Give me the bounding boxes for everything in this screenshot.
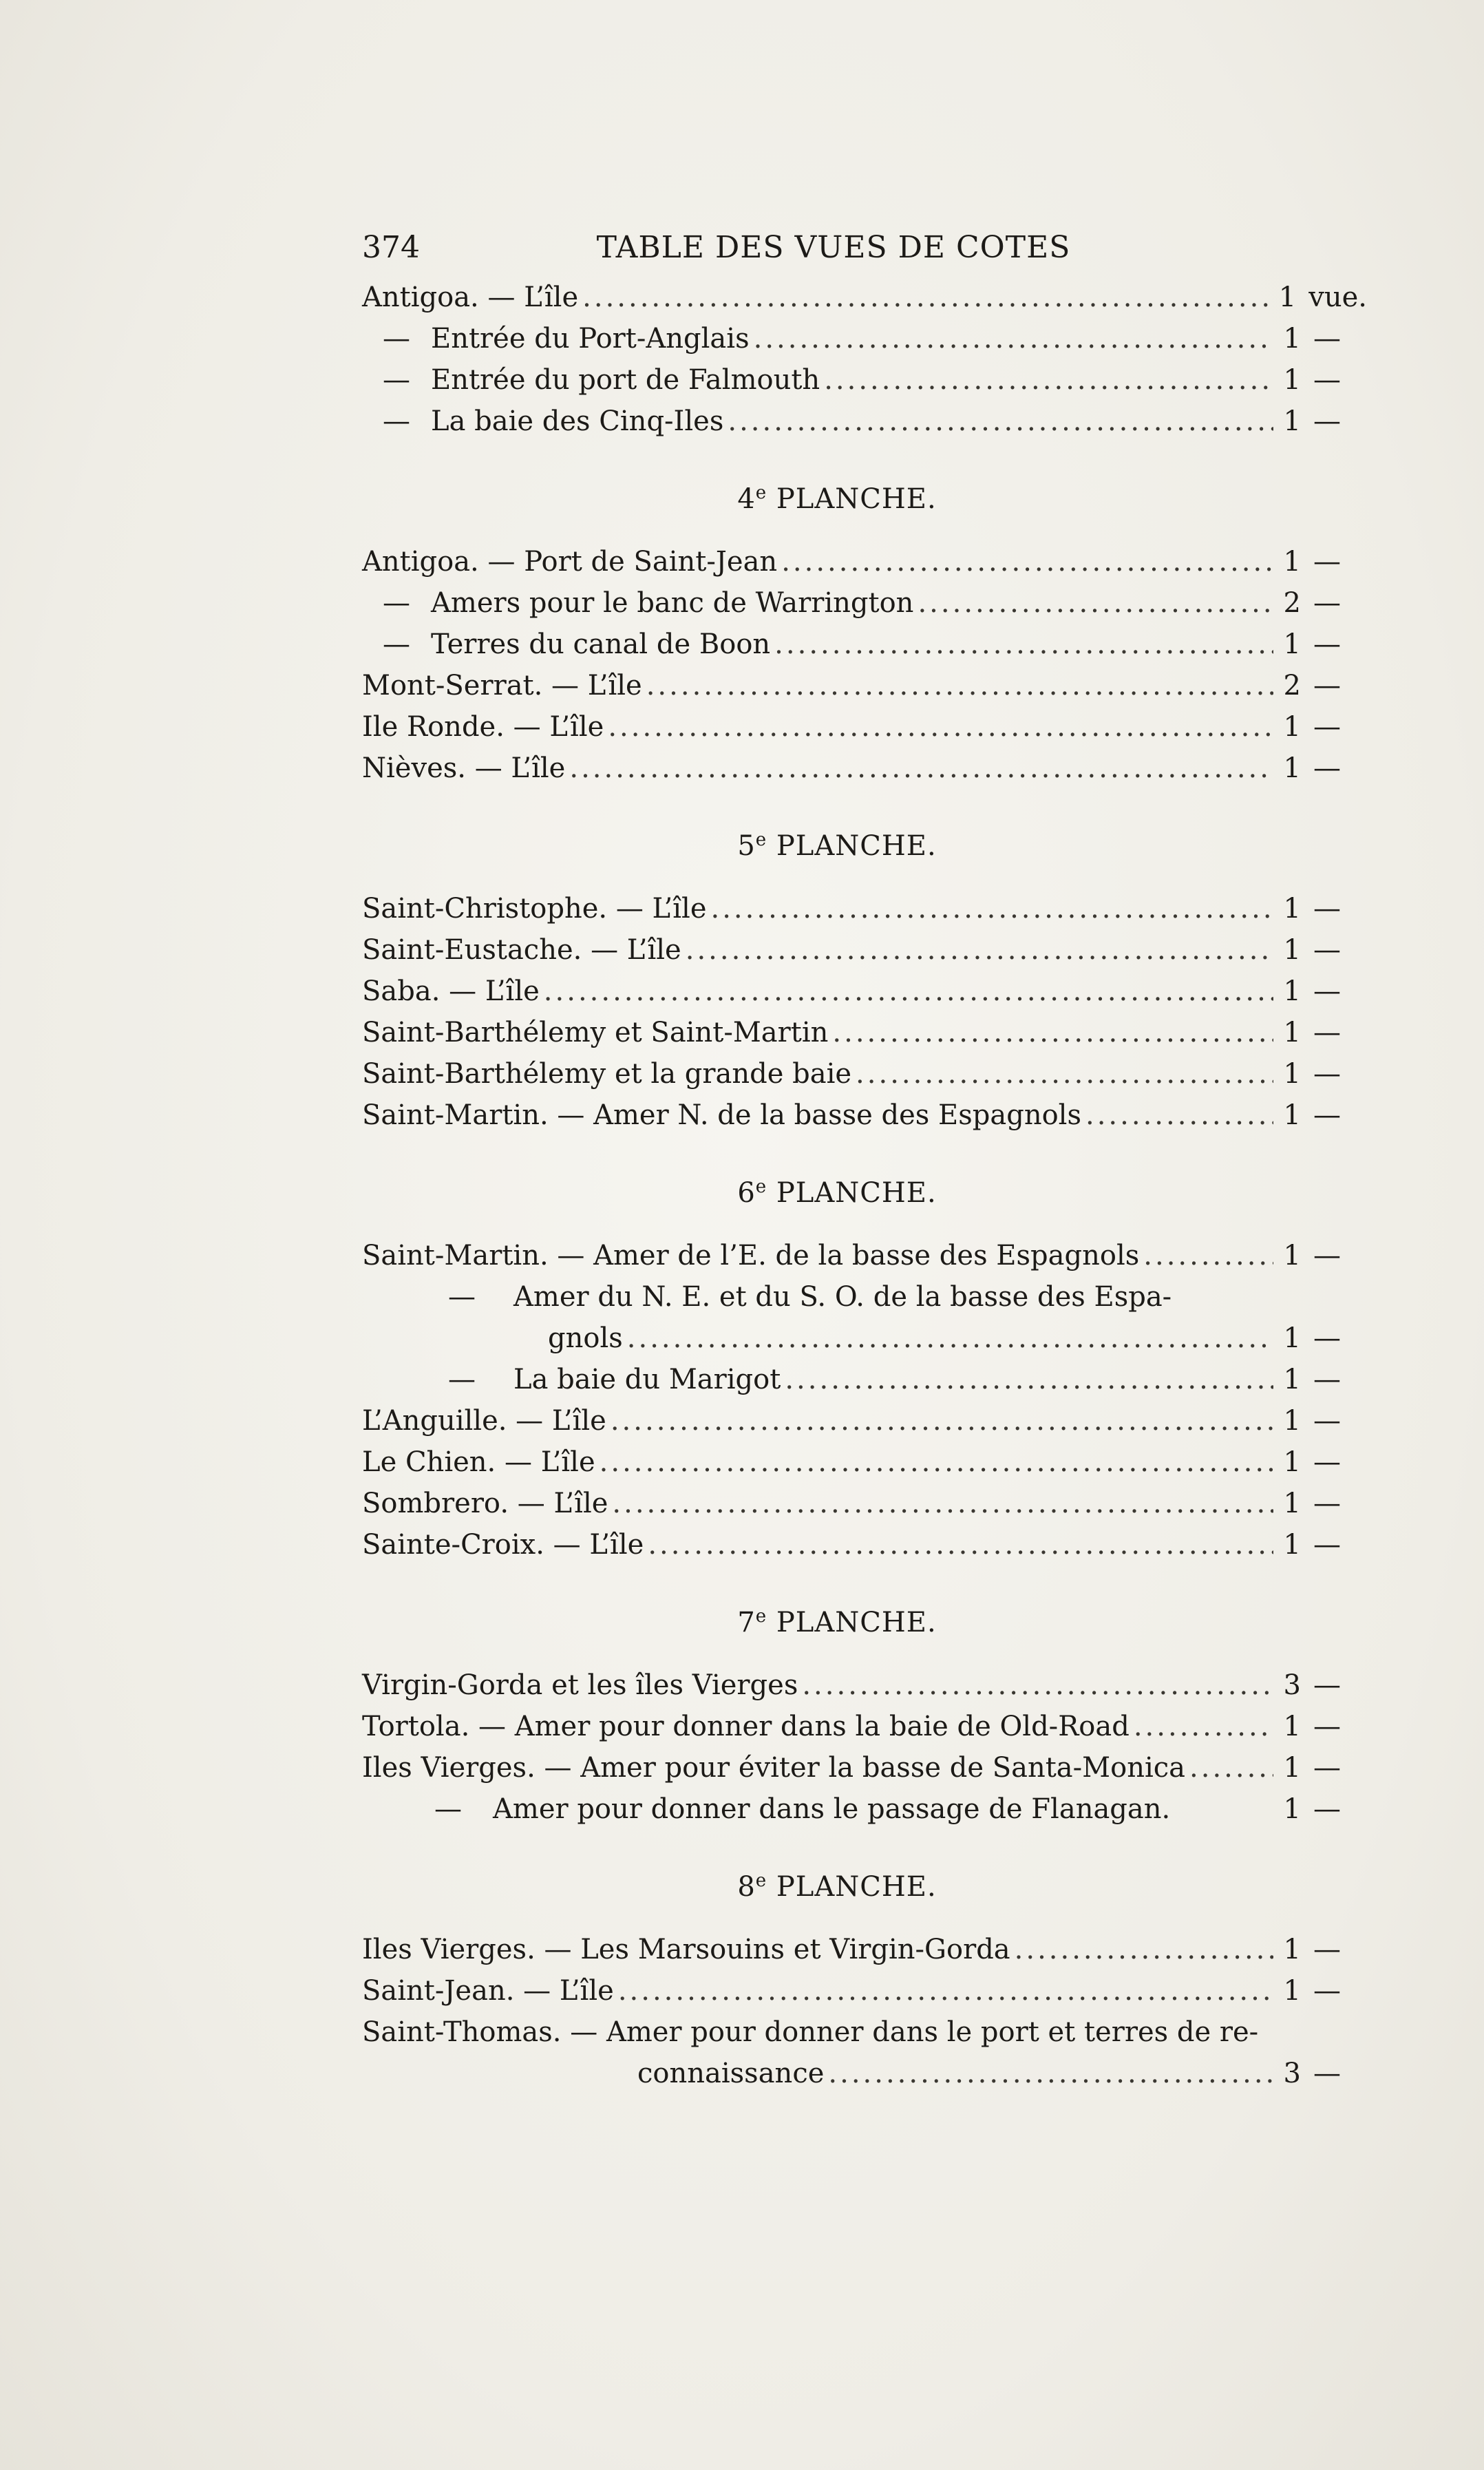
view-count: 1	[1283, 1975, 1301, 2007]
view-unit: —	[1313, 1793, 1341, 1825]
table-row	[362, 359, 1367, 401]
view-count: 1	[1283, 1322, 1301, 1354]
view-unit: vue.	[1308, 282, 1367, 313]
view-unit: —	[1313, 364, 1341, 396]
leader-dots	[728, 401, 1273, 442]
table-row	[362, 1929, 1367, 1970]
entry-text: Saint-Christophe. — L’île	[362, 893, 707, 925]
table-row	[362, 1012, 1367, 1053]
leader-dots	[1015, 1929, 1273, 1970]
leader-dots	[686, 929, 1273, 971]
view-count: 2	[1283, 587, 1301, 619]
planche-label: PLANCHE.	[767, 1607, 937, 1638]
leader-dots	[544, 971, 1273, 1012]
view-count: 1	[1283, 1752, 1301, 1784]
view-unit: —	[1313, 587, 1341, 619]
view-count: 1	[1283, 629, 1301, 660]
table-row	[362, 1483, 1367, 1524]
leader-dots	[627, 1318, 1273, 1359]
view-unit: —	[1313, 629, 1341, 660]
page-title: TABLE DES VUES DE COTES	[596, 230, 1071, 265]
planche-heading	[362, 1166, 1367, 1207]
view-count: 1	[1283, 1711, 1301, 1742]
view-unit: —	[1313, 323, 1341, 355]
entry-text: Saint-Barthélemy et Saint-Martin	[362, 1017, 829, 1048]
view-unit: —	[1313, 670, 1341, 701]
entry-text: Antigoa. — L’île	[362, 282, 579, 313]
leader-dots	[600, 1442, 1273, 1483]
view-unit: —	[1313, 1405, 1341, 1437]
view-count: 1	[1283, 975, 1301, 1007]
view-unit: —	[1313, 1364, 1341, 1395]
view-unit: —	[1313, 1752, 1341, 1784]
planche-superscript: e	[755, 1870, 767, 1891]
entry-text-continued: connaissance	[637, 2058, 825, 2089]
view-unit: —	[1313, 1975, 1341, 2007]
view-unit: —	[1313, 1322, 1341, 1354]
table-row	[362, 582, 1367, 624]
entry-text: Saint-Martin. — Amer N. de la basse des Espagnols	[362, 1099, 1081, 1131]
view-count: 1	[1283, 546, 1301, 578]
table-row	[362, 1276, 1367, 1318]
planche-heading	[362, 1596, 1367, 1637]
view-unit: —	[1313, 893, 1341, 925]
ditto-dash: —	[448, 1281, 476, 1313]
entry-groups	[362, 277, 1367, 2094]
planche-number: 8	[737, 1871, 756, 1903]
view-count: 1	[1283, 1488, 1301, 1519]
ditto-dash: —	[434, 1793, 462, 1825]
leader-dots	[711, 888, 1274, 929]
view-count: 1	[1283, 893, 1301, 925]
entry-text: L’Anguille. — L’île	[362, 1405, 606, 1437]
table-row	[362, 1665, 1367, 1706]
entry-text: Saint-Martin. — Amer de l’E. de la basse des Espagnols	[362, 1240, 1140, 1271]
planche-number: 6	[737, 1177, 756, 1209]
entry-text: La baie du Marigot	[513, 1364, 781, 1395]
leader-dots	[1189, 1747, 1273, 1788]
view-count: 1	[1283, 1446, 1301, 1478]
ditto-dash: —	[383, 587, 410, 619]
table-row	[362, 665, 1367, 706]
leader-dots	[785, 1359, 1273, 1400]
view-unit: —	[1313, 546, 1341, 578]
table-row	[362, 1970, 1367, 2012]
view-count: 1	[1283, 1934, 1301, 1965]
entry-text: Antigoa. — Port de Saint-Jean	[362, 546, 778, 578]
table-row	[362, 748, 1367, 789]
view-unit: —	[1313, 1240, 1341, 1271]
view-unit: —	[1313, 405, 1341, 437]
ditto-dash: —	[383, 364, 410, 396]
entry-text: Le Chien. — L’île	[362, 1446, 595, 1478]
table-row	[362, 1706, 1367, 1747]
view-count: 1	[1278, 282, 1297, 313]
entry-text: Terres du canal de Boon	[431, 629, 771, 660]
ditto-dash: —	[448, 1364, 476, 1395]
leader-dots	[648, 1524, 1273, 1565]
view-count: 1	[1283, 1405, 1301, 1437]
planche-heading	[362, 1860, 1367, 1901]
view-unit: —	[1313, 2058, 1341, 2089]
entry-text: Tortola. — Amer pour donner dans la baie de Old-Road	[362, 1711, 1130, 1742]
planche-number: 4	[737, 483, 756, 515]
leader-dots	[618, 1970, 1273, 2012]
view-count: 1	[1283, 323, 1301, 355]
view-unit: —	[1313, 1488, 1341, 1519]
view-count: 1	[1283, 1240, 1301, 1271]
planche-superscript: e	[755, 1606, 767, 1627]
leader-dots	[611, 1400, 1273, 1442]
planche-label: PLANCHE.	[767, 1871, 937, 1903]
view-count: 2	[1283, 670, 1301, 701]
leader-dots	[608, 706, 1273, 748]
planche-heading	[362, 819, 1367, 861]
ditto-dash: —	[383, 629, 410, 660]
leader-dots	[1143, 1235, 1273, 1276]
table-row	[362, 1524, 1367, 1565]
entry-text: Amer pour donner dans le passage de Flanagan.	[493, 1793, 1171, 1825]
entry-text: Entrée du port de Falmouth	[431, 364, 820, 396]
entry-text: Mont-Serrat. — L’île	[362, 670, 642, 701]
leader-dots	[781, 541, 1273, 582]
table-row-continuation	[362, 1318, 1367, 1359]
planche-superscript: e	[755, 830, 767, 850]
table-row	[362, 1788, 1367, 1830]
planche-label: PLANCHE.	[767, 830, 937, 862]
view-unit: —	[1313, 711, 1341, 743]
view-count: 1	[1283, 752, 1301, 784]
entry-text: Virgin-Gorda et les îles Vierges	[362, 1669, 798, 1701]
entry-text: Saint-Jean. — L’île	[362, 1975, 614, 2007]
leader-dots	[828, 2053, 1273, 2094]
view-count: 1	[1283, 364, 1301, 396]
planche-superscript: e	[755, 483, 767, 503]
entry-text-continued: gnols	[548, 1322, 623, 1354]
table-row	[362, 277, 1367, 318]
entry-text: La baie des Cinq-Iles	[431, 405, 724, 437]
view-count: 1	[1283, 405, 1301, 437]
page-number: 374	[362, 230, 420, 265]
view-unit: —	[1313, 975, 1341, 1007]
table-row	[362, 971, 1367, 1012]
leader-dots	[1134, 1706, 1273, 1747]
entry-text: Iles Vierges. — Les Marsouins et Virgin-Gorda	[362, 1934, 1010, 1965]
entry-text: Saint-Barthélemy et la grande baie	[362, 1058, 852, 1090]
leader-dots	[802, 1665, 1273, 1706]
ditto-dash: —	[383, 323, 410, 355]
planche-number: 7	[737, 1607, 756, 1638]
leader-dots	[918, 582, 1273, 624]
table-row	[362, 541, 1367, 582]
leader-dots	[774, 624, 1273, 665]
planche-label: PLANCHE.	[767, 1177, 937, 1209]
ditto-dash: —	[383, 405, 410, 437]
leader-dots	[832, 1012, 1273, 1053]
entry-text: Sainte-Croix. — L’île	[362, 1529, 644, 1561]
view-count: 3	[1283, 1669, 1301, 1701]
view-count: 1	[1283, 1099, 1301, 1131]
entry-text: Amer du N. E. et du S. O. de la basse des Espa-	[513, 1281, 1172, 1313]
entry-text: Saba. — L’île	[362, 975, 540, 1007]
view-count: 3	[1283, 2058, 1301, 2089]
entry-text: Sombrero. — L’île	[362, 1488, 608, 1519]
entry-text: Ile Ronde. — L’île	[362, 711, 604, 743]
view-count: 1	[1283, 1364, 1301, 1395]
planche-number: 5	[737, 830, 756, 862]
view-unit: —	[1313, 1934, 1341, 1965]
leader-dots	[824, 359, 1273, 401]
table-row	[362, 318, 1367, 359]
planche-label: PLANCHE.	[767, 483, 937, 515]
entry-text: Iles Vierges. — Amer pour éviter la basse de Santa-Monica	[362, 1752, 1186, 1784]
table-row	[362, 706, 1367, 748]
entry-text: Saint-Eustache. — L’île	[362, 934, 681, 966]
table-row	[362, 624, 1367, 665]
entry-text: Amers pour le banc de Warrington	[431, 587, 914, 619]
table-of-views	[362, 219, 1367, 2094]
table-row	[362, 2012, 1367, 2053]
table-row	[362, 1095, 1367, 1136]
view-unit: —	[1313, 752, 1341, 784]
view-unit: —	[1313, 1017, 1341, 1048]
entry-text: Saint-Thomas. — Amer pour donner dans le port et terres de re-	[362, 2016, 1259, 2048]
table-row	[362, 1235, 1367, 1276]
running-header	[362, 219, 1367, 277]
view-unit: —	[1313, 1529, 1341, 1561]
view-unit: —	[1313, 1669, 1341, 1701]
table-row	[362, 929, 1367, 971]
view-unit: —	[1313, 1446, 1341, 1478]
leader-dots	[569, 748, 1273, 789]
table-row	[362, 888, 1367, 929]
leader-dots	[582, 277, 1269, 318]
view-unit: —	[1313, 1099, 1341, 1131]
leader-dots	[612, 1483, 1273, 1524]
table-row	[362, 1442, 1367, 1483]
leader-dots	[754, 318, 1273, 359]
table-row	[362, 1747, 1367, 1788]
view-count: 1	[1283, 1058, 1301, 1090]
table-row	[362, 1400, 1367, 1442]
leader-dots	[646, 665, 1273, 706]
table-row-continuation	[362, 2053, 1367, 2094]
entry-text: Entrée du Port-Anglais	[431, 323, 750, 355]
entry-text: Nièves. — L’île	[362, 752, 566, 784]
view-count: 1	[1283, 1017, 1301, 1048]
table-row	[362, 1359, 1367, 1400]
view-count: 1	[1283, 1529, 1301, 1561]
view-count: 1	[1283, 934, 1301, 966]
view-unit: —	[1313, 1711, 1341, 1742]
view-unit: —	[1313, 1058, 1341, 1090]
table-row	[362, 401, 1367, 442]
table-row	[362, 1053, 1367, 1095]
planche-heading	[362, 472, 1367, 514]
leader-dots	[856, 1053, 1273, 1095]
leader-dots	[1085, 1095, 1273, 1136]
view-count: 1	[1283, 1793, 1301, 1825]
view-count: 1	[1283, 711, 1301, 743]
view-unit: —	[1313, 934, 1341, 966]
planche-superscript: e	[755, 1176, 767, 1197]
